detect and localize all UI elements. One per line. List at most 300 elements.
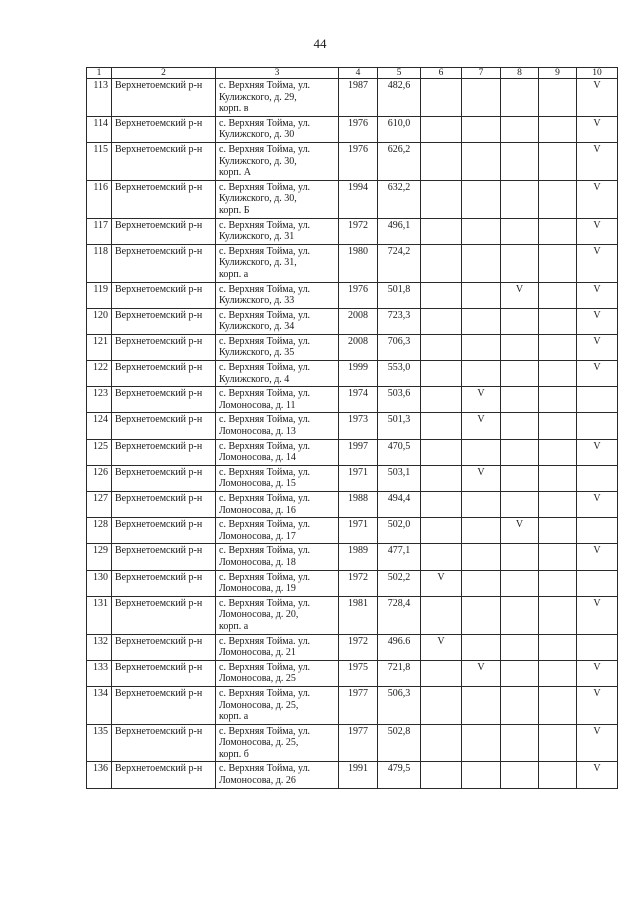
address-line: Кулижского, д. 29, [219, 91, 297, 103]
district-cell: Верхнетоемский р-н [112, 544, 216, 570]
mark-cell-8 [501, 142, 539, 180]
area-cell: 479,5 [378, 762, 421, 788]
address-cell [216, 492, 339, 518]
row-number-cell: 124 [87, 413, 112, 439]
mark-cell-9 [539, 142, 577, 180]
address-line: с. Верхняя Тойма, ул. [219, 362, 311, 374]
address-line: Ломоносова, д. 20, [219, 609, 299, 621]
mark-cell-9 [539, 492, 577, 518]
mark-cell-9 [539, 244, 577, 282]
address-line: Ломоносова, д. 18 [219, 556, 296, 568]
address-cell [216, 180, 339, 218]
mark-cell-7 [462, 634, 501, 660]
column-header: 4 [339, 68, 378, 79]
address-line: Ломоносова, д. 17 [219, 530, 296, 542]
address-line: Ломоносова, д. 25 [219, 673, 296, 685]
year-cell: 1976 [339, 142, 378, 180]
table-row [87, 596, 618, 634]
address-line: с. Верхняя Тойма, ул. [219, 80, 311, 91]
mark-cell-6: V [421, 634, 462, 660]
table-row [87, 518, 618, 544]
table-body [87, 68, 618, 789]
mark-cell-8 [501, 79, 539, 117]
address-line: с. Верхняя Тойма, ул. [219, 245, 311, 257]
table-row [87, 387, 618, 413]
mark-cell-7 [462, 142, 501, 180]
mark-cell-10: V [577, 244, 618, 282]
mark-cell-10 [577, 518, 618, 544]
address-line: с. Верхняя Тойма, ул. [219, 335, 311, 347]
mark-cell-6 [421, 180, 462, 218]
mark-cell-9 [539, 686, 577, 724]
address-cell [216, 762, 339, 788]
area-cell: 502,0 [378, 518, 421, 544]
address-cell [216, 634, 339, 660]
table-row [87, 79, 618, 117]
table-row [87, 439, 618, 465]
mark-cell-8 [501, 634, 539, 660]
address-cell [216, 660, 339, 686]
mark-cell-9 [539, 79, 577, 117]
mark-cell-7 [462, 79, 501, 117]
year-cell: 1972 [339, 570, 378, 596]
housing-registry-table [86, 67, 618, 789]
mark-cell-7 [462, 361, 501, 387]
address-line: с. Верхняя Тойма, ул. [219, 519, 311, 531]
mark-cell-8 [501, 570, 539, 596]
mark-cell-10: V [577, 142, 618, 180]
address-line: Ломоносова, д. 14 [219, 452, 296, 464]
district-cell: Верхнетоемский р-н [112, 660, 216, 686]
address-line: с. Верхняя Тойма, ул. [219, 571, 311, 583]
row-number-cell: 116 [87, 180, 112, 218]
year-cell: 1988 [339, 492, 378, 518]
column-header: 7 [462, 68, 501, 79]
address-line: корп. а [219, 268, 249, 280]
mark-cell-10: V [577, 180, 618, 218]
address-cell [216, 142, 339, 180]
area-cell: 610,0 [378, 116, 421, 142]
mark-cell-9 [539, 334, 577, 360]
mark-cell-6 [421, 762, 462, 788]
area-cell: 496,1 [378, 218, 421, 244]
column-number-header-row [87, 68, 618, 79]
address-line: с. Верхняя Тойма, ул. [219, 725, 311, 737]
address-line: с. Верхняя Тойма. ул. [219, 635, 311, 647]
row-number-cell: 121 [87, 334, 112, 360]
district-cell: Верхнетоемский р-н [112, 180, 216, 218]
year-cell: 1976 [339, 282, 378, 308]
address-line: с. Верхняя Тойма, ул. [219, 181, 311, 193]
mark-cell-7 [462, 518, 501, 544]
row-number-cell: 136 [87, 762, 112, 788]
mark-cell-6 [421, 218, 462, 244]
address-line: с. Верхняя Тойма, ул. [219, 117, 311, 129]
mark-cell-8 [501, 492, 539, 518]
mark-cell-7 [462, 492, 501, 518]
address-line: Кулижского, д. 35 [219, 347, 295, 359]
year-cell: 1973 [339, 413, 378, 439]
mark-cell-7 [462, 762, 501, 788]
table-row [87, 544, 618, 570]
mark-cell-6 [421, 116, 462, 142]
mark-cell-7 [462, 244, 501, 282]
mark-cell-10: V [577, 308, 618, 334]
address-line: с. Верхняя Тойма, ул. [219, 545, 311, 557]
address-cell [216, 361, 339, 387]
address-line: с. Верхняя Тойма, ул. [219, 219, 311, 231]
district-cell: Верхнетоемский р-н [112, 334, 216, 360]
year-cell: 2008 [339, 334, 378, 360]
address-cell [216, 465, 339, 491]
row-number-cell: 123 [87, 387, 112, 413]
row-number-cell: 133 [87, 660, 112, 686]
table-row [87, 334, 618, 360]
address-line: с. Верхняя Тойма, ул. [219, 687, 311, 699]
mark-cell-8 [501, 660, 539, 686]
mark-cell-9 [539, 282, 577, 308]
area-cell: 728,4 [378, 596, 421, 634]
district-cell: Верхнетоемский р-н [112, 492, 216, 518]
address-line: Ломоносова, д. 21 [219, 647, 296, 659]
area-cell: 494,4 [378, 492, 421, 518]
year-cell: 1971 [339, 518, 378, 544]
table-row [87, 218, 618, 244]
address-line: с. Верхняя Тойма, ул. [219, 466, 311, 478]
mark-cell-7 [462, 116, 501, 142]
address-line: корп. а [219, 711, 249, 723]
mark-cell-8 [501, 218, 539, 244]
mark-cell-10: V [577, 724, 618, 762]
row-number-cell: 118 [87, 244, 112, 282]
mark-cell-6 [421, 387, 462, 413]
table-row [87, 244, 618, 282]
mark-cell-6 [421, 334, 462, 360]
address-line: корп. А [219, 167, 251, 179]
mark-cell-9 [539, 544, 577, 570]
address-line: Ломоносова, д. 16 [219, 504, 296, 516]
address-line: Ломоносова, д. 26 [219, 775, 296, 787]
mark-cell-9 [539, 634, 577, 660]
mark-cell-9 [539, 570, 577, 596]
area-cell: 723,3 [378, 308, 421, 334]
mark-cell-6: V [421, 570, 462, 596]
mark-cell-7: V [462, 387, 501, 413]
district-cell: Верхнетоемский р-н [112, 518, 216, 544]
row-number-cell: 115 [87, 142, 112, 180]
mark-cell-8 [501, 387, 539, 413]
mark-cell-9 [539, 361, 577, 387]
mark-cell-7 [462, 308, 501, 334]
row-number-cell: 127 [87, 492, 112, 518]
district-cell: Верхнетоемский р-н [112, 116, 216, 142]
year-cell: 1991 [339, 762, 378, 788]
address-line: с. Верхняя Тойма, ул. [219, 661, 311, 673]
address-line: Кулижского, д. 30, [219, 193, 297, 205]
mark-cell-10: V [577, 439, 618, 465]
district-cell: Верхнетоемский р-н [112, 439, 216, 465]
mark-cell-6 [421, 244, 462, 282]
mark-cell-8 [501, 180, 539, 218]
mark-cell-10: V [577, 282, 618, 308]
address-line: Ломоносова, д. 15 [219, 478, 296, 490]
address-cell [216, 244, 339, 282]
table-row [87, 282, 618, 308]
mark-cell-9 [539, 660, 577, 686]
area-cell: 477,1 [378, 544, 421, 570]
mark-cell-8: V [501, 518, 539, 544]
district-cell: Верхнетоемский р-н [112, 634, 216, 660]
district-cell: Верхнетоемский р-н [112, 79, 216, 117]
district-cell: Верхнетоемский р-н [112, 762, 216, 788]
area-cell: 632,2 [378, 180, 421, 218]
mark-cell-7 [462, 596, 501, 634]
address-line: Ломоносова, д. 11 [219, 399, 296, 411]
address-line: Ломоносова, д. 25, [219, 737, 299, 749]
year-cell: 1971 [339, 465, 378, 491]
area-cell: 503,6 [378, 387, 421, 413]
mark-cell-6 [421, 413, 462, 439]
mark-cell-7 [462, 544, 501, 570]
address-cell [216, 724, 339, 762]
area-cell: 501,8 [378, 282, 421, 308]
row-number-cell: 122 [87, 361, 112, 387]
column-header: 3 [216, 68, 339, 79]
mark-cell-7 [462, 282, 501, 308]
year-cell: 1977 [339, 686, 378, 724]
district-cell: Верхнетоемский р-н [112, 361, 216, 387]
mark-cell-9 [539, 180, 577, 218]
table-row [87, 116, 618, 142]
address-cell [216, 439, 339, 465]
district-cell: Верхнетоемский р-н [112, 218, 216, 244]
area-cell: 502,8 [378, 724, 421, 762]
mark-cell-9 [539, 762, 577, 788]
mark-cell-7 [462, 439, 501, 465]
mark-cell-7 [462, 724, 501, 762]
year-cell: 1977 [339, 724, 378, 762]
year-cell: 1972 [339, 634, 378, 660]
district-cell: Верхнетоемский р-н [112, 570, 216, 596]
address-line: с. Верхняя Тойма, ул. [219, 309, 311, 321]
row-number-cell: 131 [87, 596, 112, 634]
mark-cell-10: V [577, 762, 618, 788]
mark-cell-9 [539, 387, 577, 413]
mark-cell-10: V [577, 544, 618, 570]
mark-cell-7 [462, 570, 501, 596]
address-line: корп. б [219, 748, 249, 760]
mark-cell-7: V [462, 413, 501, 439]
address-line: с. Верхняя Тойма, ул. [219, 493, 311, 504]
area-cell: 503,1 [378, 465, 421, 491]
mark-cell-9 [539, 308, 577, 334]
mark-cell-9 [539, 116, 577, 142]
address-cell [216, 518, 339, 544]
year-cell: 1972 [339, 218, 378, 244]
mark-cell-6 [421, 361, 462, 387]
table-row [87, 660, 618, 686]
address-line: с. Верхняя Тойма, ул. [219, 143, 311, 155]
area-cell: 706,3 [378, 334, 421, 360]
table-row [87, 361, 618, 387]
district-cell: Верхнетоемский р-н [112, 387, 216, 413]
mark-cell-6 [421, 724, 462, 762]
table-row [87, 180, 618, 218]
address-cell [216, 596, 339, 634]
table-row [87, 686, 618, 724]
mark-cell-6 [421, 308, 462, 334]
column-header: 2 [112, 68, 216, 79]
address-line: Кулижского, д. 33 [219, 295, 295, 307]
area-cell: 501,3 [378, 413, 421, 439]
page-number: 44 [313, 36, 327, 51]
mark-cell-8 [501, 361, 539, 387]
year-cell: 1999 [339, 361, 378, 387]
year-cell: 1974 [339, 387, 378, 413]
address-cell [216, 308, 339, 334]
address-line: с. Верхняя Тойма, ул. [219, 283, 311, 295]
table-row [87, 142, 618, 180]
column-header: 8 [501, 68, 539, 79]
district-cell: Верхнетоемский р-н [112, 596, 216, 634]
mark-cell-7 [462, 180, 501, 218]
address-line: Кулижского, д. 34 [219, 321, 295, 333]
district-cell: Верхнетоемский р-н [112, 282, 216, 308]
mark-cell-9 [539, 518, 577, 544]
mark-cell-8 [501, 439, 539, 465]
row-number-cell: 119 [87, 282, 112, 308]
mark-cell-8 [501, 596, 539, 634]
mark-cell-10: V [577, 596, 618, 634]
district-cell: Верхнетоемский р-н [112, 724, 216, 762]
mark-cell-10: V [577, 334, 618, 360]
mark-cell-10: V [577, 361, 618, 387]
mark-cell-7: V [462, 465, 501, 491]
district-cell: Верхнетоемский р-н [112, 465, 216, 491]
column-header: 5 [378, 68, 421, 79]
address-cell [216, 544, 339, 570]
year-cell: 1994 [339, 180, 378, 218]
address-line: Кулижского, д. 30 [219, 129, 295, 141]
address-cell [216, 387, 339, 413]
column-header: 6 [421, 68, 462, 79]
address-line: Кулижского, д. 4 [219, 373, 290, 385]
district-cell: Верхнетоемский р-н [112, 142, 216, 180]
address-line: с. Верхняя Тойма, ул. [219, 597, 311, 609]
address-line: Ломоносова, д. 13 [219, 426, 296, 438]
address-cell [216, 79, 339, 117]
mark-cell-9 [539, 439, 577, 465]
mark-cell-10 [577, 570, 618, 596]
address-cell [216, 413, 339, 439]
year-cell: 1980 [339, 244, 378, 282]
mark-cell-10: V [577, 686, 618, 724]
table-row [87, 465, 618, 491]
year-cell: 1987 [339, 79, 378, 117]
mark-cell-10: V [577, 492, 618, 518]
mark-cell-8 [501, 413, 539, 439]
year-cell: 1976 [339, 116, 378, 142]
address-line: корп. Б [219, 204, 250, 216]
district-cell: Верхнетоемский р-н [112, 244, 216, 282]
area-cell: 502,2 [378, 570, 421, 596]
row-number-cell: 120 [87, 308, 112, 334]
mark-cell-6 [421, 660, 462, 686]
address-line: с. Верхняя Тойма, ул. [219, 388, 311, 400]
district-cell: Верхнетоемский р-н [112, 308, 216, 334]
mark-cell-6 [421, 686, 462, 724]
district-cell: Верхнетоемский р-н [112, 413, 216, 439]
mark-cell-8 [501, 116, 539, 142]
area-cell: 553,0 [378, 361, 421, 387]
mark-cell-6 [421, 518, 462, 544]
mark-cell-6 [421, 142, 462, 180]
address-cell [216, 218, 339, 244]
mark-cell-8 [501, 686, 539, 724]
mark-cell-7 [462, 334, 501, 360]
address-line: с. Верхняя Тойма, ул. [219, 763, 311, 775]
mark-cell-9 [539, 724, 577, 762]
area-cell: 470,5 [378, 439, 421, 465]
table-row [87, 634, 618, 660]
address-line: корп. а [219, 620, 249, 632]
address-line: с. Верхняя Тойма, ул. [219, 440, 311, 452]
mark-cell-7 [462, 218, 501, 244]
address-cell [216, 570, 339, 596]
year-cell: 1997 [339, 439, 378, 465]
address-line: с. Верхняя Тойма, ул. [219, 414, 311, 426]
mark-cell-6 [421, 596, 462, 634]
area-cell: 482,6 [378, 79, 421, 117]
row-number-cell: 113 [87, 79, 112, 117]
mark-cell-10 [577, 387, 618, 413]
address-cell [216, 686, 339, 724]
mark-cell-10: V [577, 218, 618, 244]
row-number-cell: 128 [87, 518, 112, 544]
year-cell: 1975 [339, 660, 378, 686]
mark-cell-8 [501, 544, 539, 570]
mark-cell-10: V [577, 116, 618, 142]
mark-cell-6 [421, 282, 462, 308]
area-cell: 724,2 [378, 244, 421, 282]
table-row [87, 492, 618, 518]
row-number-cell: 135 [87, 724, 112, 762]
district-cell: Верхнетоемский р-н [112, 686, 216, 724]
table-row [87, 413, 618, 439]
mark-cell-10 [577, 413, 618, 439]
row-number-cell: 126 [87, 465, 112, 491]
mark-cell-8 [501, 244, 539, 282]
mark-cell-8 [501, 465, 539, 491]
mark-cell-10 [577, 465, 618, 491]
mark-cell-6 [421, 439, 462, 465]
mark-cell-9 [539, 413, 577, 439]
address-line: корп. в [219, 103, 249, 115]
address-cell [216, 116, 339, 142]
row-number-cell: 130 [87, 570, 112, 596]
address-cell [216, 334, 339, 360]
mark-cell-6 [421, 465, 462, 491]
address-line: Ломоносова, д. 19 [219, 583, 296, 595]
mark-cell-6 [421, 544, 462, 570]
mark-cell-8 [501, 308, 539, 334]
mark-cell-8: V [501, 282, 539, 308]
column-header: 10 [577, 68, 618, 79]
address-line: Ломоносова, д. 25, [219, 699, 299, 711]
address-line: Кулижского, д. 31, [219, 257, 297, 269]
year-cell: 1981 [339, 596, 378, 634]
row-number-cell: 125 [87, 439, 112, 465]
